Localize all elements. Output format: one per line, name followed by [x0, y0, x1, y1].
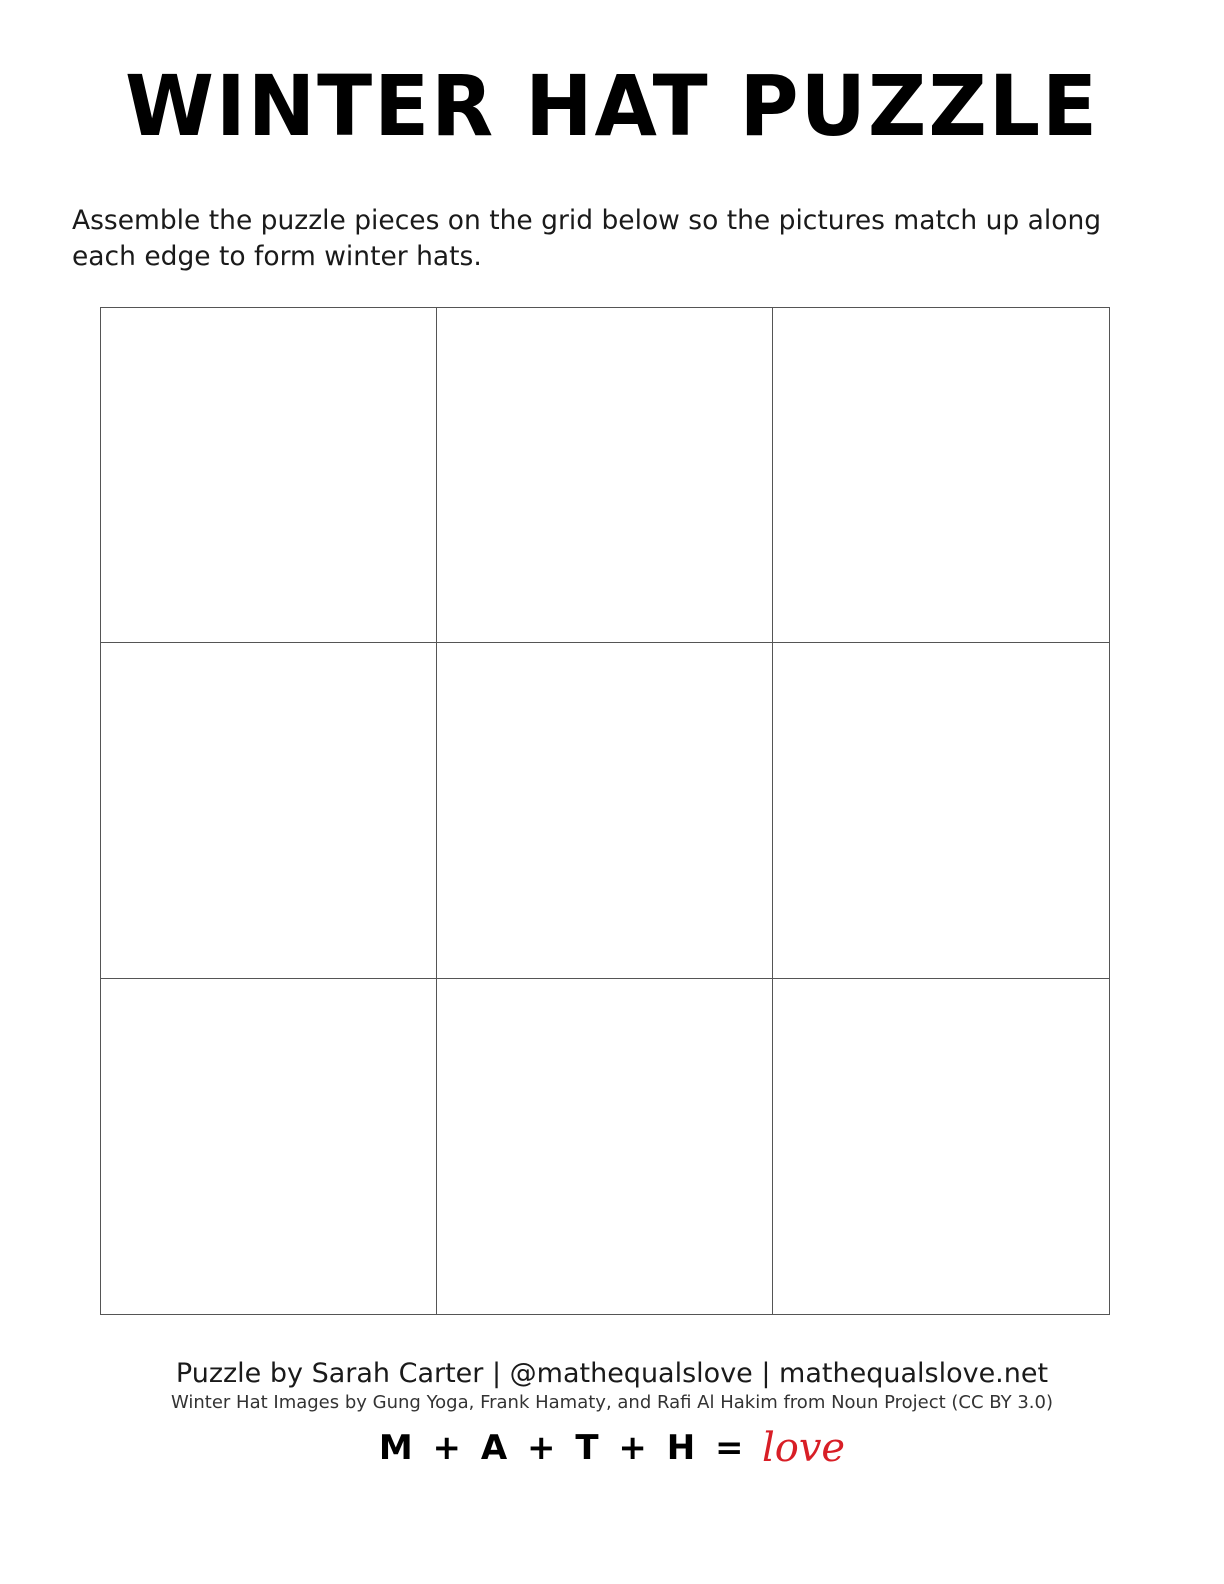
grid-cell-r3-c2[interactable] [437, 979, 773, 1314]
grid-cell-r1-c1[interactable] [101, 308, 437, 643]
grid-cell-r3-c3[interactable] [773, 979, 1109, 1314]
grid-cell-r3-c1[interactable] [101, 979, 437, 1314]
instructions-text: Assemble the puzzle pieces on the grid below so the pictures match up along each edge to form winter hats. [72, 205, 1102, 272]
grid-cell-r2-c1[interactable] [101, 643, 437, 978]
footer-logo [0, 1418, 1224, 1478]
page-title: WINTER HAT PUZZLE [124, 57, 1100, 155]
grid-cell-r2-c2[interactable] [437, 643, 773, 978]
grid-cell-r2-c3[interactable] [773, 643, 1109, 978]
grid-cell-r1-c3[interactable] [773, 308, 1109, 643]
footer-credit: Puzzle by Sarah Carter | @mathequalslove | mathequalslove.net [175, 1358, 1049, 1389]
puzzle-grid [100, 307, 1110, 1315]
logo-math-text: M + A + T + H = [378, 1428, 748, 1468]
logo-love-text: love [761, 1425, 846, 1471]
footer-image-credit: Winter Hat Images by Gung Yoga, Frank Hamaty, and Rafi Al Hakim from Noun Project (CC BY 3.0) [170, 1392, 1054, 1413]
grid-cell-r1-c2[interactable] [437, 308, 773, 643]
